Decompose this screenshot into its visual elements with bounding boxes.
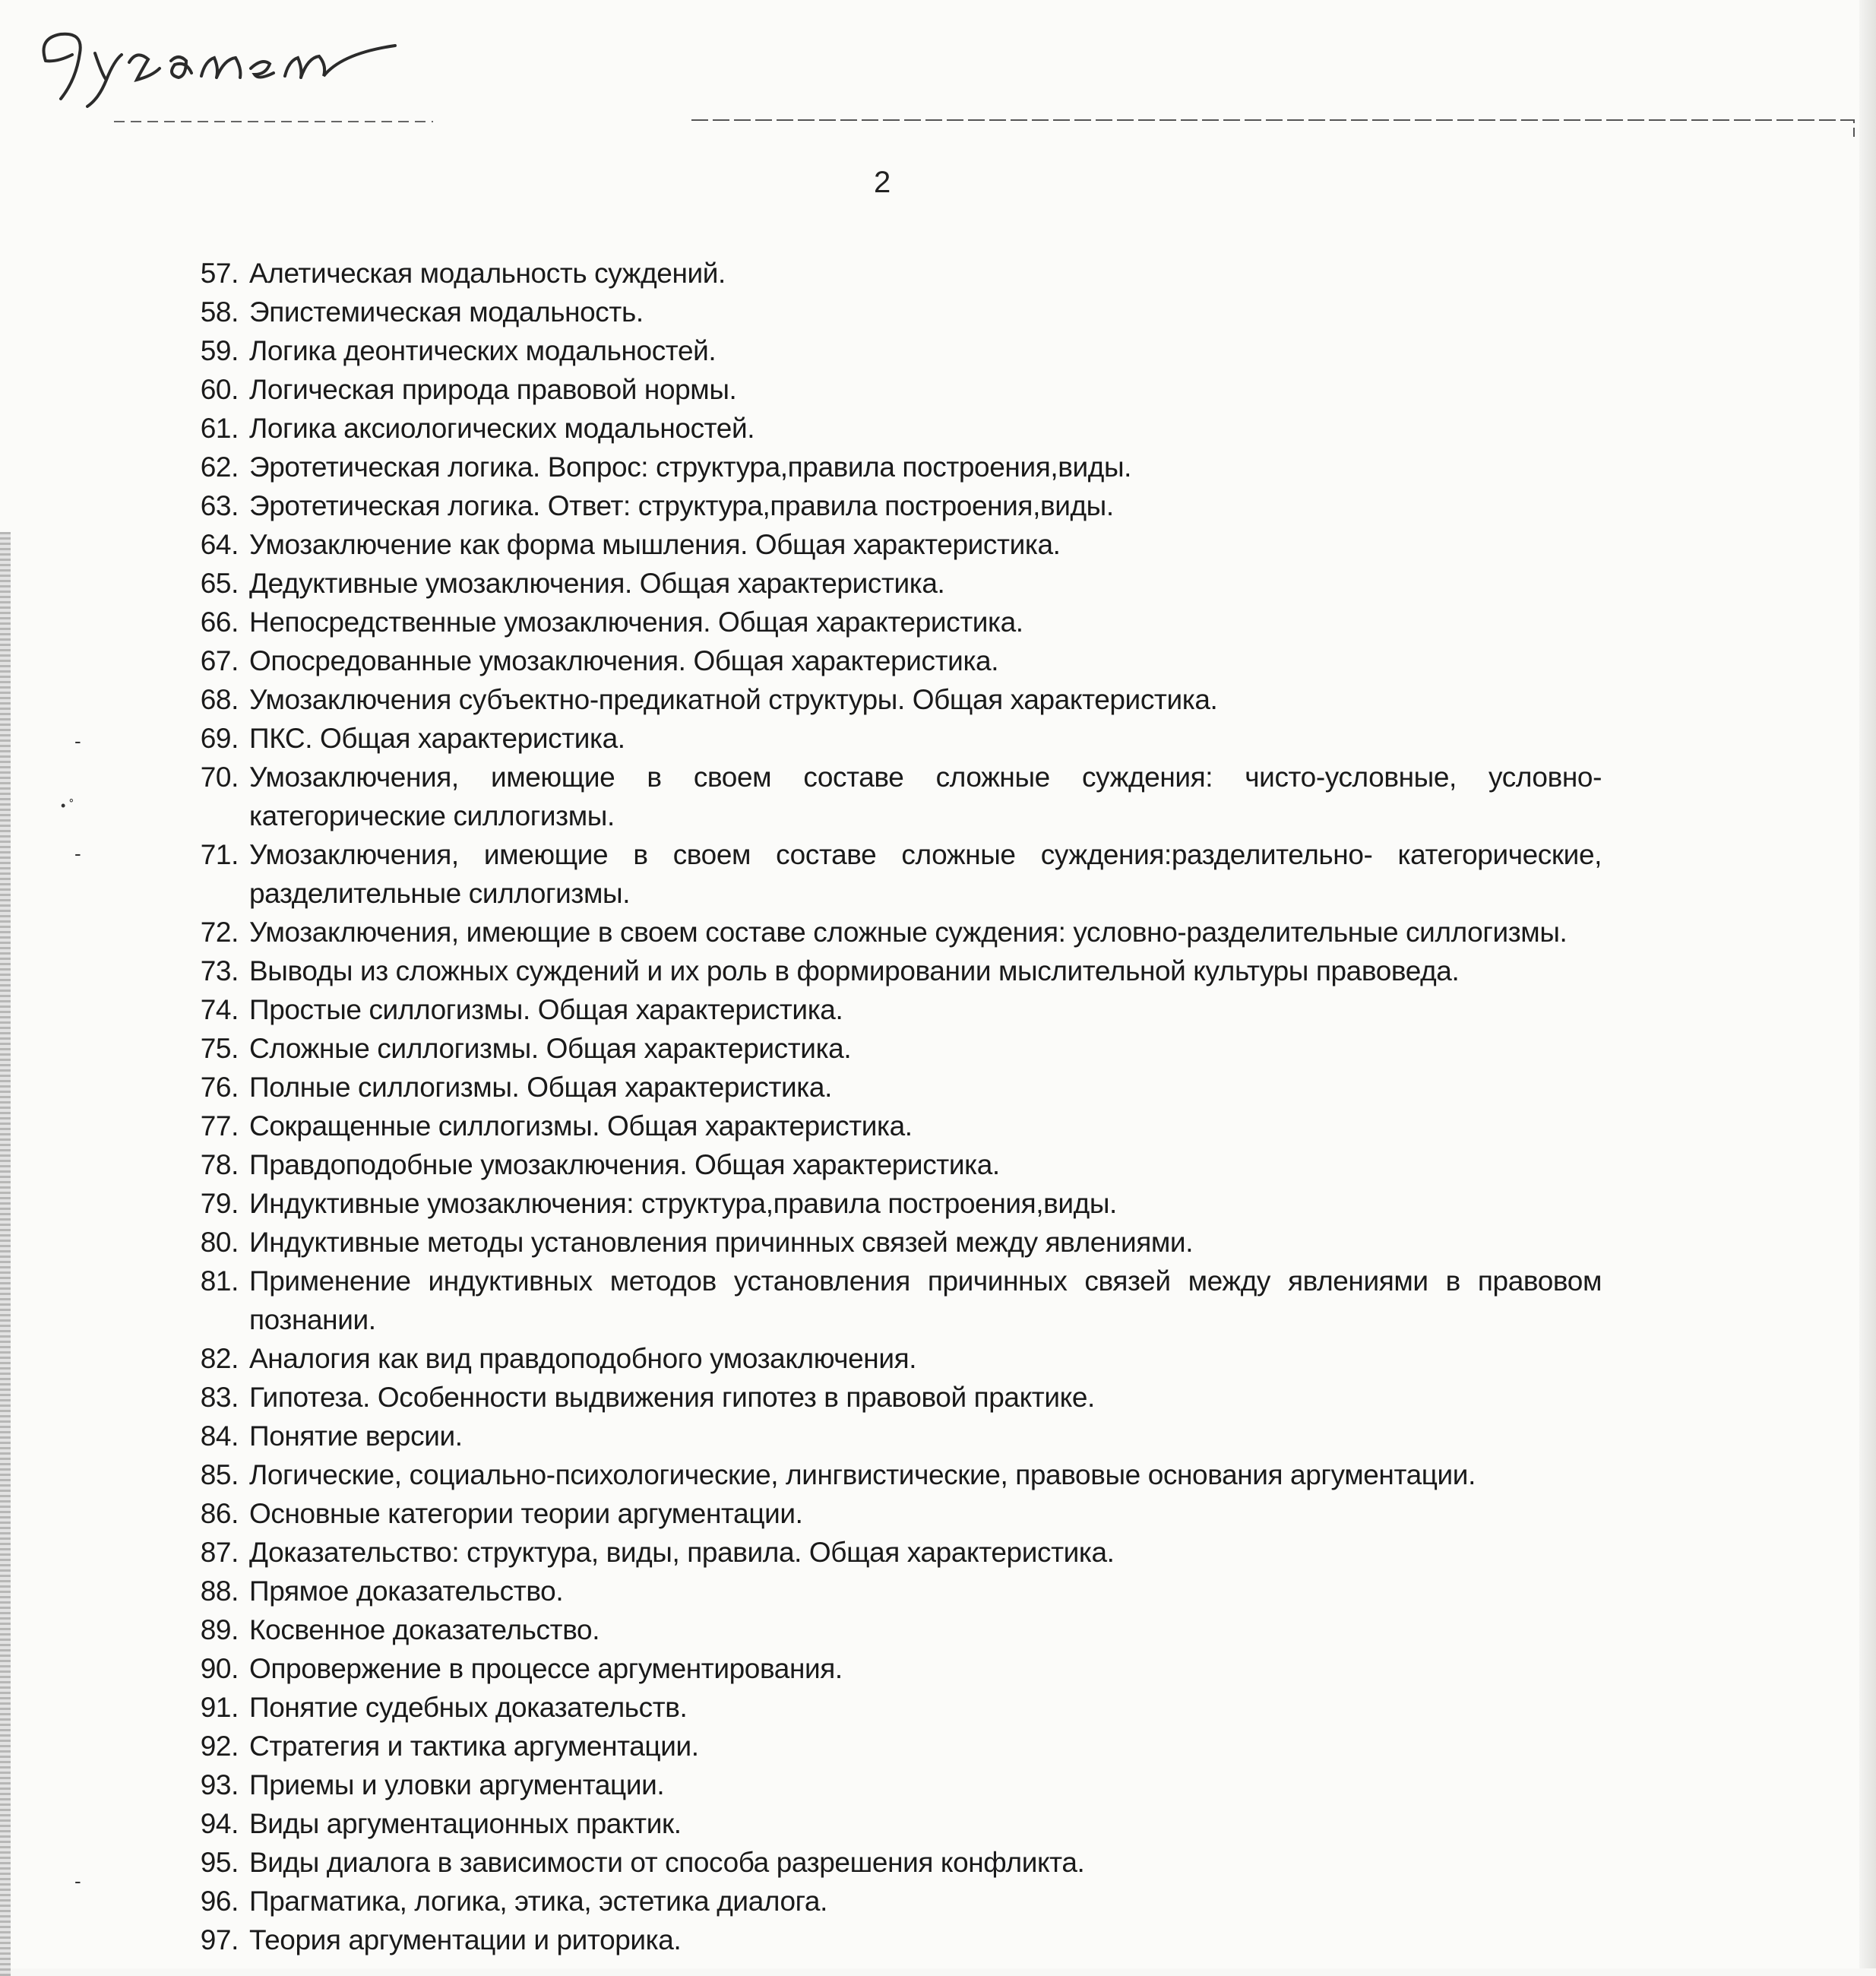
question-number: 83. bbox=[200, 1382, 239, 1413]
question-item bbox=[181, 254, 1700, 293]
handwritten-heading bbox=[15, 8, 410, 122]
question-number: 91. bbox=[200, 1692, 239, 1723]
question-item bbox=[181, 409, 1700, 448]
page-number: 2 bbox=[874, 166, 891, 199]
question-number: 84. bbox=[200, 1420, 239, 1452]
question-text: Выводы из сложных суждений и их роль в формировании мыслительной культуры правоведа. bbox=[249, 955, 1460, 986]
question-text: Косвенное доказательство. bbox=[249, 1614, 600, 1645]
question-number: 78. bbox=[200, 1149, 239, 1180]
question-item bbox=[181, 1068, 1700, 1107]
question-item bbox=[181, 525, 1700, 564]
question-item bbox=[181, 1921, 1700, 1959]
question-number: 72. bbox=[200, 917, 239, 948]
question-number: 69. bbox=[200, 723, 239, 754]
question-item bbox=[181, 1572, 1700, 1610]
question-number: 67. bbox=[200, 645, 239, 676]
question-number: 58. bbox=[200, 296, 239, 328]
question-number: 71. bbox=[200, 839, 239, 870]
question-number: 70. bbox=[200, 762, 239, 793]
question-item bbox=[181, 1455, 1700, 1494]
question-item bbox=[181, 1184, 1700, 1223]
question-number: 82. bbox=[200, 1343, 239, 1374]
top-fold-line bbox=[114, 106, 1862, 137]
question-number: 88. bbox=[200, 1575, 239, 1607]
question-number: 85. bbox=[200, 1459, 239, 1490]
question-item bbox=[181, 835, 1700, 913]
question-item bbox=[181, 1649, 1700, 1688]
question-item bbox=[181, 1688, 1700, 1727]
question-item bbox=[181, 1610, 1700, 1649]
question-number: 74. bbox=[200, 994, 239, 1025]
question-item bbox=[181, 913, 1700, 952]
question-item bbox=[181, 486, 1700, 525]
question-item bbox=[181, 680, 1700, 719]
question-text: Алетическая модальность суждений. bbox=[249, 258, 726, 289]
question-item bbox=[181, 331, 1700, 370]
question-item bbox=[181, 1765, 1700, 1804]
question-text: Эротетическая логика. Ответ: структура,правила построения,виды. bbox=[249, 490, 1114, 521]
question-item bbox=[181, 1339, 1700, 1378]
scan-speck: • ˚ bbox=[61, 798, 74, 813]
question-number: 77. bbox=[200, 1110, 239, 1142]
scan-speck: - bbox=[74, 1870, 81, 1892]
question-item bbox=[181, 1804, 1700, 1843]
question-text: Логическая природа правовой нормы. bbox=[249, 374, 737, 405]
question-item bbox=[181, 603, 1700, 641]
question-item bbox=[181, 1882, 1700, 1921]
question-number: 59. bbox=[200, 335, 239, 366]
question-text: Основные категории теории аргументации. bbox=[249, 1498, 803, 1529]
question-text: Индуктивные методы установления причинных связей между явлениями. bbox=[249, 1227, 1194, 1258]
question-number: 63. bbox=[200, 490, 239, 521]
question-number: 60. bbox=[200, 374, 239, 405]
question-text: Сокращенные силлогизмы. Общая характеристика. bbox=[249, 1110, 913, 1142]
question-item bbox=[181, 1727, 1700, 1765]
question-item bbox=[181, 719, 1700, 758]
question-number: 79. bbox=[200, 1188, 239, 1219]
question-text: Умозаключения субъектно-предикатной структуры. Общая характеристика. bbox=[249, 684, 1218, 715]
question-number: 93. bbox=[200, 1769, 239, 1800]
question-text: Стратегия и тактика аргументации. bbox=[249, 1731, 699, 1762]
question-item bbox=[181, 564, 1700, 603]
question-item bbox=[181, 758, 1700, 835]
question-text: Логика деонтических модальностей. bbox=[249, 335, 717, 366]
question-text: Умозаключения, имеющие в своем составе сложные суждения: условно-разделительные силлогизмы. bbox=[249, 917, 1568, 948]
question-item bbox=[181, 1262, 1700, 1339]
question-text: Прямое доказательство. bbox=[249, 1575, 564, 1607]
question-number: 95. bbox=[200, 1847, 239, 1878]
scan-edge-left bbox=[0, 532, 11, 1976]
question-item bbox=[181, 370, 1700, 409]
question-item bbox=[181, 1533, 1700, 1572]
question-text: Опровержение в процессе аргументирования. bbox=[249, 1653, 843, 1684]
question-text: Умозаключения, имеющие в своем составе сложные суждения:разделительно- категорические, разделительные силлогизмы. bbox=[249, 839, 1602, 909]
question-text: Опосредованные умозаключения. Общая характеристика. bbox=[249, 645, 999, 676]
question-item bbox=[181, 1494, 1700, 1533]
scan-speck: - bbox=[74, 842, 81, 865]
question-text: Умозаключение как форма мышления. Общая характеристика. bbox=[249, 529, 1061, 560]
question-number: 87. bbox=[200, 1537, 239, 1568]
question-text: Эротетическая логика. Вопрос: структура,правила построения,виды. bbox=[249, 451, 1132, 483]
question-item bbox=[181, 641, 1700, 680]
question-number: 96. bbox=[200, 1886, 239, 1917]
question-number: 80. bbox=[200, 1227, 239, 1258]
question-text: Понятие версии. bbox=[249, 1420, 463, 1452]
question-number: 57. bbox=[200, 258, 239, 289]
question-number: 76. bbox=[200, 1072, 239, 1103]
question-text: Аналогия как вид правдоподобного умозаключения. bbox=[249, 1343, 917, 1374]
question-text: Логика аксиологических модальностей. bbox=[249, 413, 755, 444]
question-text: Эпистемическая модальность. bbox=[249, 296, 644, 328]
question-text: Полные силлогизмы. Общая характеристика. bbox=[249, 1072, 832, 1103]
question-item bbox=[181, 1145, 1700, 1184]
question-number: 65. bbox=[200, 568, 239, 599]
question-number: 61. bbox=[200, 413, 239, 444]
question-item bbox=[181, 1029, 1700, 1068]
question-text: Виды диалога в зависимости от способа разрешения конфликта. bbox=[249, 1847, 1085, 1878]
question-text: Правдоподобные умозаключения. Общая характеристика. bbox=[249, 1149, 1000, 1180]
question-text: Теория аргументации и риторика. bbox=[249, 1924, 682, 1955]
question-number: 73. bbox=[200, 955, 239, 986]
question-item bbox=[181, 448, 1700, 486]
question-text: Сложные силлогизмы. Общая характеристика. bbox=[249, 1033, 852, 1064]
question-item bbox=[181, 1107, 1700, 1145]
scan-speck: - bbox=[74, 730, 81, 752]
question-number: 92. bbox=[200, 1731, 239, 1762]
question-item bbox=[181, 1378, 1700, 1417]
question-text: ПКС. Общая характеристика. bbox=[249, 723, 625, 754]
question-number: 86. bbox=[200, 1498, 239, 1529]
question-number: 66. bbox=[200, 606, 239, 638]
question-number: 81. bbox=[200, 1265, 239, 1297]
question-text: Применение индуктивных методов установления причинных связей между явлениями в правовом познании. bbox=[249, 1265, 1602, 1335]
question-text: Прагматика, логика, этика, эстетика диалога. bbox=[249, 1886, 827, 1917]
question-item bbox=[181, 293, 1700, 331]
question-number: 68. bbox=[200, 684, 239, 715]
question-item bbox=[181, 1843, 1700, 1882]
question-item bbox=[181, 1223, 1700, 1262]
question-text: Виды аргументационных практик. bbox=[249, 1808, 682, 1839]
scan-edge-right bbox=[1859, 0, 1876, 1968]
question-item bbox=[181, 1417, 1700, 1455]
question-number: 64. bbox=[200, 529, 239, 560]
question-number: 97. bbox=[200, 1924, 239, 1955]
question-number: 90. bbox=[200, 1653, 239, 1684]
question-text: Гипотеза. Особенности выдвижения гипотез в правовой практике. bbox=[249, 1382, 1095, 1413]
question-text: Понятие судебных доказательств. bbox=[249, 1692, 688, 1723]
question-text: Умозаключения, имеющие в своем составе сложные суждения: чисто-условные, условно-категорические силлогизмы. bbox=[249, 762, 1602, 831]
question-text: Непосредственные умозаключения. Общая характеристика. bbox=[249, 606, 1023, 638]
question-number: 62. bbox=[200, 451, 239, 483]
question-text: Логические, социально-психологические, лингвистические, правовые основания аргументации. bbox=[249, 1459, 1476, 1490]
question-list bbox=[181, 254, 1700, 1959]
question-text: Приемы и уловки аргументации. bbox=[249, 1769, 665, 1800]
question-text: Простые силлогизмы. Общая характеристика. bbox=[249, 994, 843, 1025]
question-text: Доказательство: структура, виды, правила. Общая характеристика. bbox=[249, 1537, 1115, 1568]
question-number: 94. bbox=[200, 1808, 239, 1839]
question-item bbox=[181, 990, 1700, 1029]
question-text: Дедуктивные умозаключения. Общая характеристика. bbox=[249, 568, 945, 599]
question-number: 75. bbox=[200, 1033, 239, 1064]
question-number: 89. bbox=[200, 1614, 239, 1645]
question-text: Индуктивные умозаключения: структура,правила построения,виды. bbox=[249, 1188, 1117, 1219]
question-item bbox=[181, 952, 1700, 990]
